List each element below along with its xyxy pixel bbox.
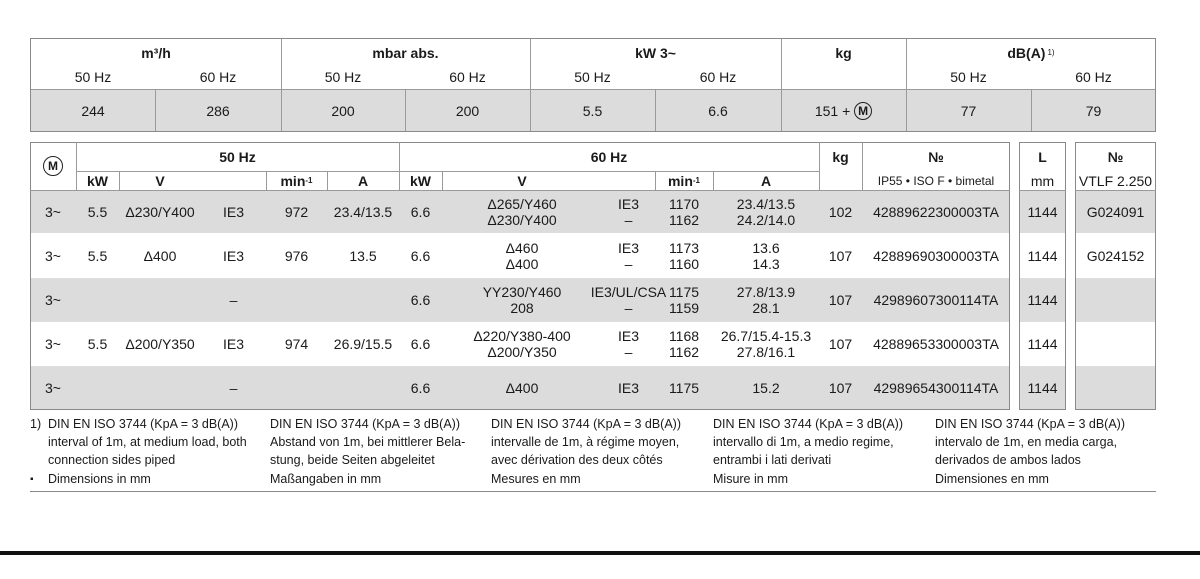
cell-min60 bbox=[655, 322, 713, 366]
cell-phase: 3~ bbox=[45, 248, 61, 264]
cell-vtlf: G024152 bbox=[1086, 248, 1145, 264]
footnote-line: interval of 1m, at medium load, both bbox=[48, 435, 247, 449]
cell-kg: 102 bbox=[828, 204, 853, 220]
cell-a50: 26.9/15.5 bbox=[333, 336, 393, 352]
cell-min50 bbox=[266, 366, 327, 410]
cell-ie50: IE3 bbox=[222, 248, 244, 264]
cell-ie60 bbox=[602, 366, 655, 410]
cell-line: – bbox=[624, 256, 633, 272]
footnote-line: Abstand von 1m, bei mittlerer Bela- bbox=[270, 435, 466, 449]
cell-no: 42989607300114TA bbox=[873, 292, 999, 308]
cell-phase: 3~ bbox=[45, 204, 61, 220]
cell-a50: 23.4/13.5 bbox=[333, 204, 393, 220]
cell-L: 1144 bbox=[1027, 204, 1058, 220]
cell-kw60: 6.6 bbox=[410, 380, 431, 396]
cell-a50: 13.5 bbox=[349, 248, 377, 264]
cell-ie60 bbox=[602, 190, 655, 234]
sub-kw-60: kW bbox=[410, 173, 431, 189]
cell-a60 bbox=[713, 366, 819, 410]
footnote-line: DIN EN ISO 3744 (KpA = 3 dB(A)) bbox=[935, 417, 1126, 431]
cell-line: Δ265/Y460 bbox=[487, 196, 557, 212]
cell-a50 bbox=[327, 366, 399, 410]
cell-line: IE3 bbox=[617, 240, 639, 256]
cell-line: 1160 bbox=[668, 256, 700, 272]
cell-phase: 3~ bbox=[45, 292, 61, 308]
sub-v-50: V bbox=[155, 173, 165, 189]
cell-line: 1162 bbox=[668, 212, 700, 228]
sub-kw-50: kW bbox=[87, 173, 108, 189]
footnote-line: intervallo di 1m, a medio regime, bbox=[713, 435, 894, 449]
footnote-marker: 1) bbox=[30, 417, 42, 431]
cell-ie60 bbox=[590, 278, 667, 322]
cell-a60 bbox=[713, 234, 819, 278]
sub-min-60: min -1 bbox=[667, 173, 700, 189]
col-length-sub: mm bbox=[1030, 173, 1055, 189]
freq-label: 50 Hz bbox=[950, 69, 987, 85]
cell-line: Δ400 bbox=[505, 380, 539, 396]
cell-no: 42989654300114TA bbox=[873, 380, 999, 396]
footnote-line: DIN EN ISO 3744 (KpA = 3 dB(A)) bbox=[48, 417, 239, 431]
cell-kw60: 6.6 bbox=[410, 204, 431, 220]
cell-L: 1144 bbox=[1027, 292, 1058, 308]
motor-symbol-header bbox=[30, 142, 76, 190]
cell-line: 1159 bbox=[668, 300, 700, 316]
cell-ie50: – bbox=[229, 292, 238, 308]
cell-line: YY230/Y460 bbox=[482, 284, 562, 300]
cell-v50: Δ230/Y400 bbox=[125, 204, 195, 220]
cell-kw50: 5.5 bbox=[87, 204, 108, 220]
freq-label: 50 Hz bbox=[324, 69, 362, 85]
summary-value: 286 bbox=[206, 103, 230, 119]
col-part-no: № bbox=[928, 149, 944, 165]
cell-vtlf bbox=[1075, 366, 1156, 410]
col-vtlf: № bbox=[1107, 149, 1124, 165]
cell-line: IE3 bbox=[617, 380, 639, 396]
cell-min60 bbox=[655, 234, 713, 278]
cell-line: Δ400 bbox=[505, 256, 539, 272]
cell-ie50: – bbox=[229, 380, 238, 396]
cell-min50: 976 bbox=[284, 248, 309, 264]
cell-line: 14.3 bbox=[752, 256, 780, 272]
col-kg: kg bbox=[832, 149, 849, 165]
cell-line: Δ220/Y380-400 bbox=[473, 328, 571, 344]
sub-a-50: A bbox=[357, 173, 369, 189]
cell-line: 1175 bbox=[668, 284, 700, 300]
footnotes bbox=[30, 417, 1156, 493]
footnote-line: connection sides piped bbox=[48, 453, 176, 467]
cell-no: 42889653300003TA bbox=[873, 336, 999, 352]
summary-value: 6.6 bbox=[708, 103, 728, 119]
cell-kg: 107 bbox=[828, 380, 853, 396]
cell-ie50: IE3 bbox=[222, 204, 244, 220]
dimension-marker: ▪ bbox=[30, 474, 34, 485]
dimension-note: Dimensiones en mm bbox=[935, 472, 1049, 486]
sub-a-60: A bbox=[760, 173, 772, 189]
cell-kw60: 6.6 bbox=[410, 336, 431, 352]
cell-kw50 bbox=[76, 366, 119, 410]
footnote-line: entrambi i lati derivati bbox=[713, 453, 832, 467]
cell-kw60: 6.6 bbox=[410, 248, 431, 264]
summary-value: 77 bbox=[960, 103, 977, 119]
cell-line: 15.2 bbox=[752, 380, 780, 396]
footnote-line: intervalo de 1m, en media carga, bbox=[935, 435, 1118, 449]
cell-line: 208 bbox=[510, 300, 534, 316]
cell-v60 bbox=[442, 278, 602, 322]
footnote-line: DIN EN ISO 3744 (KpA = 3 dB(A)) bbox=[270, 417, 461, 431]
cell-line: – bbox=[624, 344, 633, 360]
freq-label: 50 Hz bbox=[74, 69, 112, 85]
cell-min60 bbox=[655, 366, 713, 410]
cell-vtlf bbox=[1075, 322, 1156, 366]
cell-kw50 bbox=[76, 278, 119, 322]
dimension-note: Dimensions in mm bbox=[48, 472, 151, 486]
cell-v50 bbox=[119, 366, 201, 410]
spec-summary-table bbox=[30, 38, 1156, 132]
summary-value: 200 bbox=[455, 103, 480, 119]
footnote-line: derivados de ambos lados bbox=[935, 453, 1081, 467]
cell-vtlf: G024091 bbox=[1086, 204, 1145, 220]
header-flow: m³/h bbox=[141, 45, 171, 61]
summary-value: 244 bbox=[81, 103, 105, 119]
sub-min-50: min -1 bbox=[280, 173, 313, 189]
bottom-rule bbox=[0, 551, 1200, 555]
cell-v60 bbox=[442, 234, 602, 278]
cell-line: 13.6 bbox=[752, 240, 780, 256]
cell-kg: 107 bbox=[828, 336, 853, 352]
cell-L: 1144 bbox=[1027, 380, 1058, 396]
cell-line: 24.2/14.0 bbox=[736, 212, 796, 228]
cell-ie50: IE3 bbox=[222, 336, 244, 352]
cell-line: Δ460 bbox=[505, 240, 539, 256]
cell-line: 1170 bbox=[668, 196, 700, 212]
group-60hz: 60 Hz bbox=[590, 149, 628, 165]
cell-line: 1175 bbox=[668, 380, 700, 396]
footnote-line: stung, beide Seiten abgeleitet bbox=[270, 453, 435, 467]
cell-vtlf bbox=[1075, 278, 1156, 322]
freq-label: 50 Hz bbox=[574, 69, 611, 85]
motor-icon: M bbox=[43, 156, 63, 176]
cell-line: – bbox=[624, 300, 633, 316]
cell-line: 26.7/15.4-15.3 bbox=[720, 328, 812, 344]
cell-v50: Δ200/Y350 bbox=[125, 336, 195, 352]
cell-v50: Δ400 bbox=[143, 248, 177, 264]
dimension-note: Mesures en mm bbox=[491, 472, 581, 486]
cell-line: 27.8/16.1 bbox=[736, 344, 796, 360]
cell-kw60: 6.6 bbox=[410, 292, 431, 308]
header-weight: kg bbox=[835, 45, 852, 61]
sub-v-60: V bbox=[517, 173, 527, 189]
footnote-line: DIN EN ISO 3744 (KpA = 3 dB(A)) bbox=[713, 417, 904, 431]
footnote-line: avec dérivation des deux côtés bbox=[491, 453, 663, 467]
freq-label: 60 Hz bbox=[1075, 69, 1112, 85]
cell-kw50: 5.5 bbox=[87, 248, 108, 264]
cell-ie60 bbox=[602, 234, 655, 278]
cell-ie60 bbox=[602, 322, 655, 366]
cell-v60 bbox=[442, 322, 602, 366]
cell-line: IE3/UL/CSA bbox=[590, 284, 667, 300]
summary-weight-value: 151 + M bbox=[781, 91, 906, 131]
cell-line: IE3 bbox=[617, 328, 639, 344]
cell-kw50: 5.5 bbox=[87, 336, 108, 352]
cell-min50: 974 bbox=[284, 336, 309, 352]
cell-a60 bbox=[713, 322, 819, 366]
dimension-note: Maßangaben in mm bbox=[270, 472, 382, 486]
cell-no: 42889622300003TA bbox=[873, 204, 999, 220]
cell-a60 bbox=[713, 278, 819, 322]
cell-L: 1144 bbox=[1027, 248, 1058, 264]
freq-label: 60 Hz bbox=[699, 69, 737, 85]
col-vtlf-sub: VTLF 2.250 bbox=[1078, 173, 1153, 189]
cell-line: 1162 bbox=[668, 344, 700, 360]
cell-line: IE3 bbox=[617, 196, 639, 212]
freq-label: 60 Hz bbox=[199, 69, 237, 85]
col-length: L bbox=[1038, 149, 1047, 165]
header-power: kW 3~ bbox=[635, 45, 676, 61]
cell-line: 27.8/13.9 bbox=[736, 284, 796, 300]
summary-value: 79 bbox=[1085, 103, 1102, 119]
cell-min50 bbox=[266, 278, 327, 322]
cell-min60 bbox=[655, 278, 713, 322]
cell-line: – bbox=[624, 212, 633, 228]
cell-min50: 972 bbox=[284, 204, 309, 220]
cell-v60 bbox=[442, 190, 602, 234]
cell-v60 bbox=[442, 366, 602, 410]
footnote-line: intervalle de 1m, à régime moyen, bbox=[491, 435, 680, 449]
header-pressure: mbar abs. bbox=[372, 45, 439, 61]
cell-kg: 107 bbox=[828, 292, 853, 308]
summary-value: 5.5 bbox=[582, 103, 603, 119]
cell-min60 bbox=[655, 190, 713, 234]
group-50hz: 50 Hz bbox=[219, 149, 256, 165]
cell-a50 bbox=[327, 278, 399, 322]
motor-icon: M bbox=[854, 102, 872, 120]
summary-value: 200 bbox=[331, 103, 355, 119]
cell-line: 28.1 bbox=[752, 300, 780, 316]
freq-label: 60 Hz bbox=[449, 69, 486, 85]
col-part-no-sub: IP55 • ISO F • bimetal bbox=[877, 174, 995, 188]
cell-L: 1144 bbox=[1027, 336, 1058, 352]
cell-line: 1168 bbox=[668, 328, 700, 344]
cell-line: Δ200/Y350 bbox=[487, 344, 557, 360]
cell-line: 23.4/13.5 bbox=[736, 196, 796, 212]
cell-phase: 3~ bbox=[45, 336, 61, 352]
cell-a60 bbox=[713, 190, 819, 234]
cell-kg: 107 bbox=[828, 248, 853, 264]
cell-no: 42889690300003TA bbox=[873, 248, 999, 264]
header-noise: dB(A) 1) bbox=[1007, 45, 1055, 61]
dimension-note: Misure in mm bbox=[713, 472, 789, 486]
footnote-line: DIN EN ISO 3744 (KpA = 3 dB(A)) bbox=[491, 417, 682, 431]
cell-line: 1173 bbox=[668, 240, 700, 256]
cell-line: Δ230/Y400 bbox=[487, 212, 557, 228]
cell-v50 bbox=[119, 278, 201, 322]
motor-table bbox=[30, 142, 1156, 410]
cell-phase: 3~ bbox=[45, 380, 61, 396]
